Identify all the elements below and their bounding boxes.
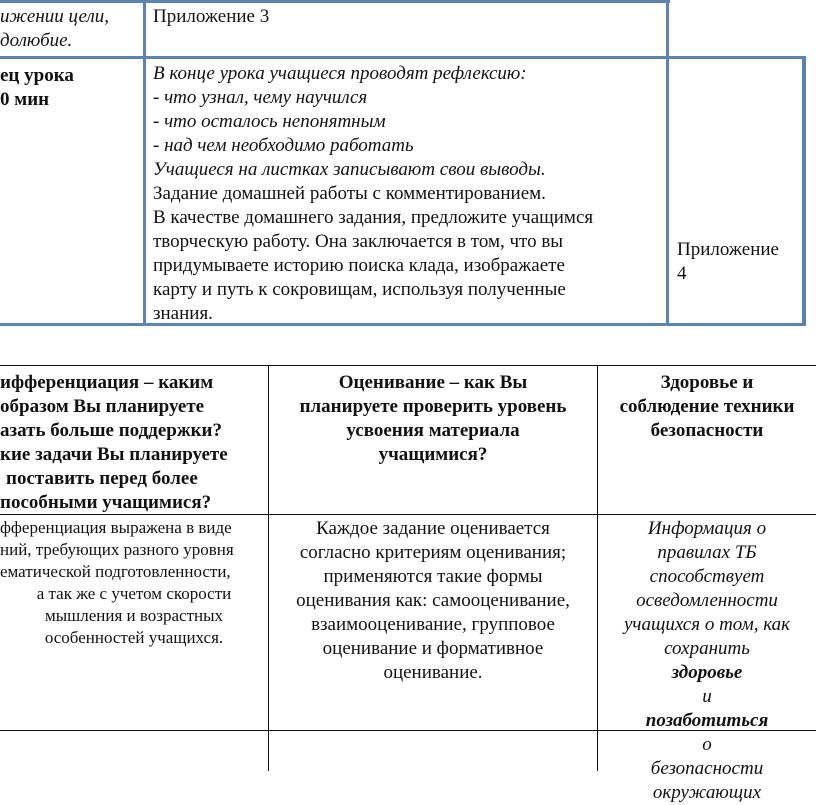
top-row1-col2: Приложение 3: [153, 6, 270, 27]
bottom-header-col1: ифференциация – каким образом Вы планируете азать больше поддержки? кие задачи Вы планируете поставить перед более пособными учащимися?: [0, 372, 228, 513]
top-table-border-v2: [666, 0, 669, 58]
top-row2-col2: В конце урока учащиеся проводят рефлексию: - что узнал, чему научился - что осталось непонятным - над чем необходимо работать Учащиеся на листках записывают свои выводы. Задание домашней работы с комментированием. В качестве домашнего задания, предложите учащимся творческую работу. Она заключается в том, что вы придумываете историю поиска клада, изображаете карту и путь к сокровищам, используя полученные знания.: [153, 63, 594, 324]
bottom-cell-col3: Информация о правилах ТБ способствует осведомленности учащихся о том, как сохранить здоровье и позаботиться о безопасности окружающих: [624, 518, 790, 803]
top-table-border-top: [0, 0, 670, 3]
top-row1-col1: ижении цели, долюбие.: [0, 6, 109, 51]
top-table-border-right: [802, 56, 806, 326]
bottom-table-border-top: [0, 365, 816, 366]
bottom-cell-col2: Каждое задание оценивается согласно критериям оценивания; применяются такие формы оценивания как: самооценивание, взаимооценивание, групповое оценивание и формативное оценивание.: [296, 518, 570, 683]
top-row2-col1: ец урока 0 мин: [0, 65, 74, 110]
top-table-border-v3: [666, 56, 669, 326]
bottom-header-col2: Оценивание – как Вы планируете проверить уровень усвоения материала учащимися?: [299, 372, 567, 465]
bottom-cell-col1: фференциация выражена в виде ний, требующих разного уровня ематической подготовленности, а так же с учетом скорости мышления и возрастных особенностей учащихся.: [0, 518, 234, 647]
top-table-border-mid: [0, 56, 806, 59]
top-table-border-v1: [143, 0, 146, 326]
bottom-header-col3: Здоровье и соблюдение техники безопасности: [619, 372, 795, 441]
top-row2-col3: Приложение 4: [677, 239, 779, 284]
